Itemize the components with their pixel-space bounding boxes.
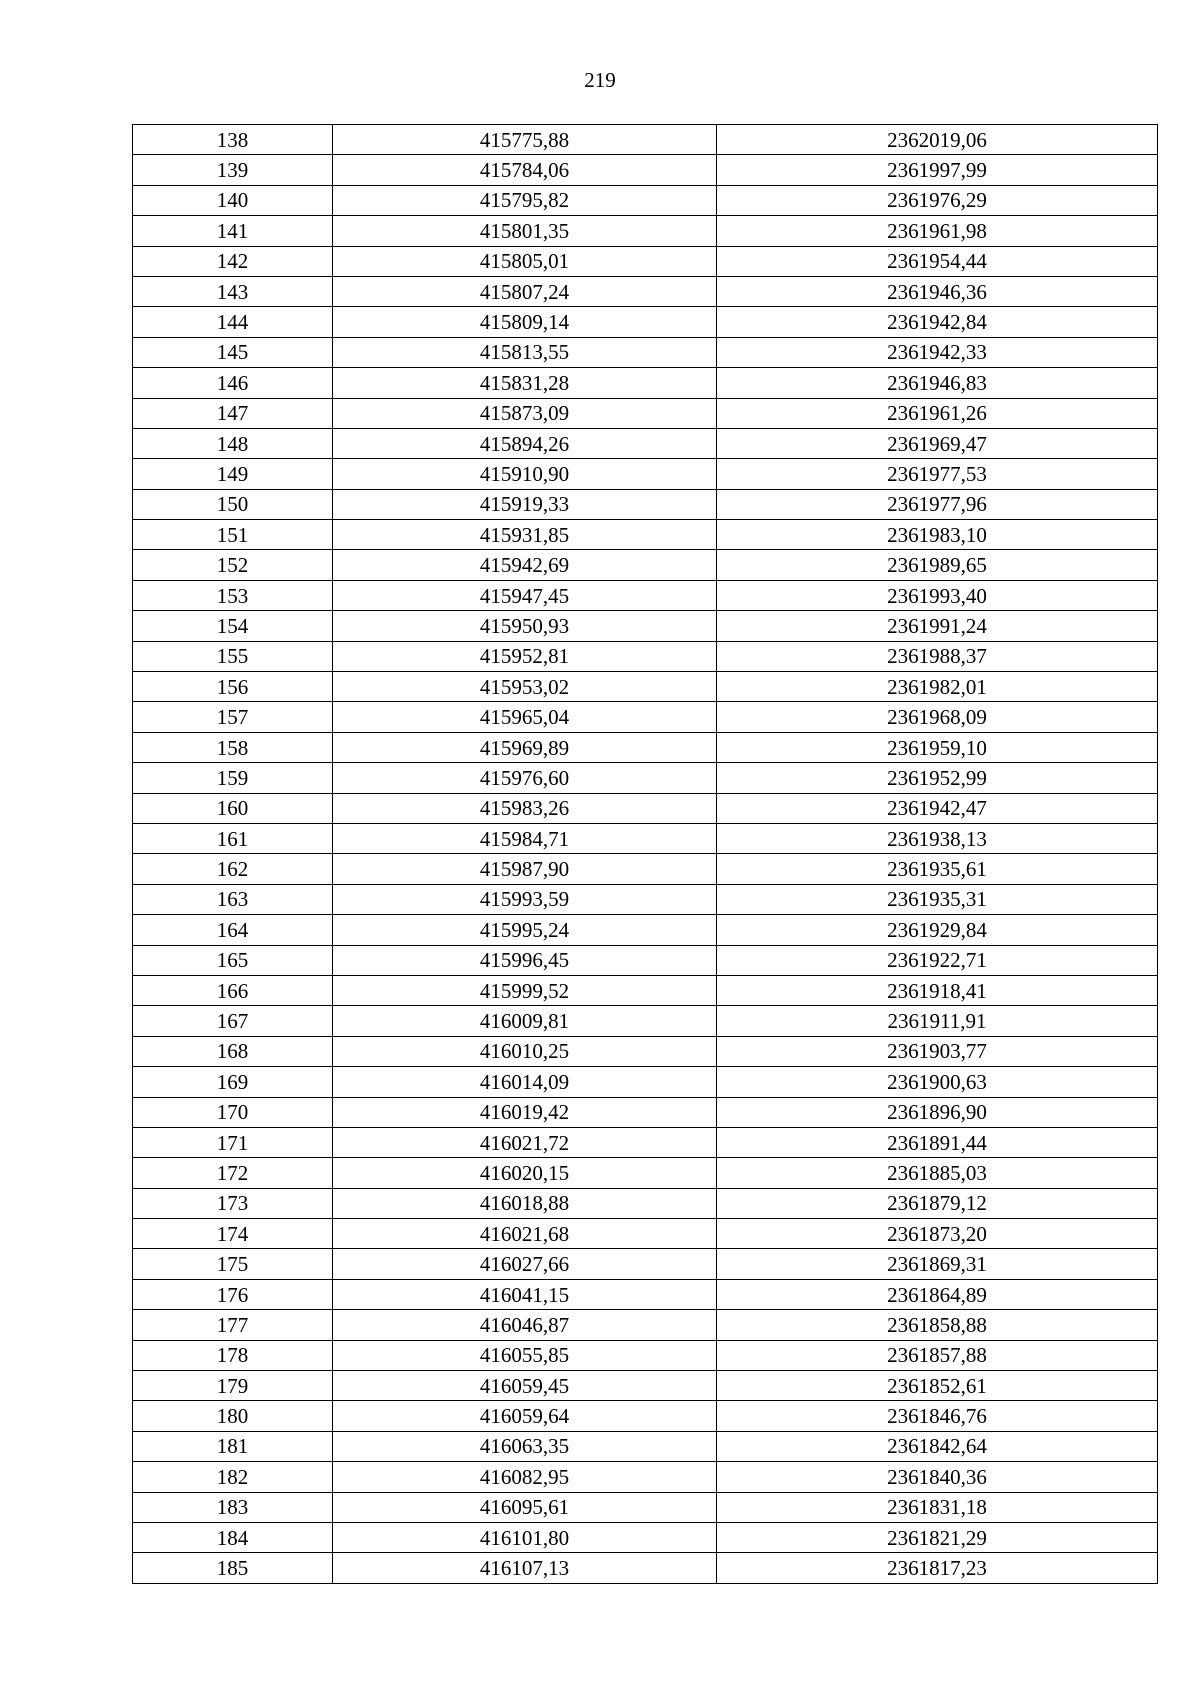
x-coordinate-cell: 415993,59 [333,884,717,914]
point-number-cell: 165 [133,945,333,975]
y-coordinate-cell: 2361891,44 [717,1127,1158,1157]
y-coordinate-cell: 2361911,91 [717,1006,1158,1036]
table-row [133,1036,1158,1066]
y-coordinate-cell: 2361900,63 [717,1067,1158,1097]
x-coordinate-cell: 416019,42 [333,1097,717,1127]
point-number-cell: 149 [133,459,333,489]
y-coordinate-cell: 2361896,90 [717,1097,1158,1127]
point-number-cell: 150 [133,489,333,519]
y-coordinate-cell: 2361885,03 [717,1158,1158,1188]
point-number-cell: 160 [133,793,333,823]
table-row [133,732,1158,762]
x-coordinate-cell: 416018,88 [333,1188,717,1218]
x-coordinate-cell: 416046,87 [333,1310,717,1340]
table-row [133,1431,1158,1461]
table-row [133,884,1158,914]
x-coordinate-cell: 416063,35 [333,1431,717,1461]
table-row [133,702,1158,732]
y-coordinate-cell: 2361983,10 [717,520,1158,550]
y-coordinate-cell: 2361922,71 [717,945,1158,975]
point-number-cell: 173 [133,1188,333,1218]
point-number-cell: 151 [133,520,333,550]
x-coordinate-cell: 416041,15 [333,1279,717,1309]
point-number-cell: 155 [133,641,333,671]
point-number-cell: 179 [133,1371,333,1401]
table-row [133,276,1158,306]
x-coordinate-cell: 415894,26 [333,428,717,458]
table-row [133,915,1158,945]
y-coordinate-cell: 2361857,88 [717,1340,1158,1370]
table-row [133,125,1158,155]
point-number-cell: 167 [133,1006,333,1036]
coordinates-table-body [133,125,1158,1584]
point-number-cell: 163 [133,884,333,914]
y-coordinate-cell: 2361821,29 [717,1522,1158,1552]
y-coordinate-cell: 2361938,13 [717,823,1158,853]
point-number-cell: 164 [133,915,333,945]
y-coordinate-cell: 2361976,29 [717,185,1158,215]
x-coordinate-cell: 415775,88 [333,125,717,155]
x-coordinate-cell: 416020,15 [333,1158,717,1188]
table-row [133,459,1158,489]
point-number-cell: 176 [133,1279,333,1309]
table-row [133,307,1158,337]
x-coordinate-cell: 415795,82 [333,185,717,215]
point-number-cell: 185 [133,1553,333,1583]
table-row [133,1127,1158,1157]
point-number-cell: 183 [133,1492,333,1522]
point-number-cell: 139 [133,155,333,185]
x-coordinate-cell: 415807,24 [333,276,717,306]
point-number-cell: 177 [133,1310,333,1340]
point-number-cell: 148 [133,428,333,458]
table-row [133,641,1158,671]
point-number-cell: 159 [133,763,333,793]
point-number-cell: 168 [133,1036,333,1066]
table-row [133,1219,1158,1249]
x-coordinate-cell: 415984,71 [333,823,717,853]
point-number-cell: 138 [133,125,333,155]
y-coordinate-cell: 2361946,83 [717,368,1158,398]
x-coordinate-cell: 415873,09 [333,398,717,428]
x-coordinate-cell: 415953,02 [333,672,717,702]
y-coordinate-cell: 2361993,40 [717,580,1158,610]
y-coordinate-cell: 2361989,65 [717,550,1158,580]
y-coordinate-cell: 2361977,96 [717,489,1158,519]
point-number-cell: 175 [133,1249,333,1279]
point-number-cell: 145 [133,337,333,367]
x-coordinate-cell: 415999,52 [333,975,717,1005]
x-coordinate-cell: 415950,93 [333,611,717,641]
table-row [133,1188,1158,1218]
y-coordinate-cell: 2361918,41 [717,975,1158,1005]
y-coordinate-cell: 2361929,84 [717,915,1158,945]
point-number-cell: 141 [133,216,333,246]
point-number-cell: 181 [133,1431,333,1461]
y-coordinate-cell: 2361817,23 [717,1553,1158,1583]
table-row [133,428,1158,458]
point-number-cell: 169 [133,1067,333,1097]
point-number-cell: 174 [133,1219,333,1249]
y-coordinate-cell: 2361840,36 [717,1462,1158,1492]
table-row [133,185,1158,215]
x-coordinate-cell: 416101,80 [333,1522,717,1552]
table-row [133,763,1158,793]
y-coordinate-cell: 2361982,01 [717,672,1158,702]
x-coordinate-cell: 416059,45 [333,1371,717,1401]
table-row [133,489,1158,519]
table-row [133,1340,1158,1370]
coordinates-table [132,124,1158,1584]
point-number-cell: 171 [133,1127,333,1157]
point-number-cell: 166 [133,975,333,1005]
x-coordinate-cell: 415784,06 [333,155,717,185]
x-coordinate-cell: 415947,45 [333,580,717,610]
point-number-cell: 184 [133,1522,333,1552]
y-coordinate-cell: 2361942,84 [717,307,1158,337]
x-coordinate-cell: 415942,69 [333,550,717,580]
table-row [133,155,1158,185]
y-coordinate-cell: 2361942,47 [717,793,1158,823]
y-coordinate-cell: 2361869,31 [717,1249,1158,1279]
x-coordinate-cell: 415987,90 [333,854,717,884]
x-coordinate-cell: 415801,35 [333,216,717,246]
table-row [133,398,1158,428]
point-number-cell: 158 [133,732,333,762]
y-coordinate-cell: 2361942,33 [717,337,1158,367]
table-row [133,672,1158,702]
y-coordinate-cell: 2361959,10 [717,732,1158,762]
point-number-cell: 161 [133,823,333,853]
y-coordinate-cell: 2361842,64 [717,1431,1158,1461]
y-coordinate-cell: 2362019,06 [717,125,1158,155]
x-coordinate-cell: 415931,85 [333,520,717,550]
y-coordinate-cell: 2361961,26 [717,398,1158,428]
y-coordinate-cell: 2361858,88 [717,1310,1158,1340]
x-coordinate-cell: 415952,81 [333,641,717,671]
x-coordinate-cell: 415976,60 [333,763,717,793]
x-coordinate-cell: 415809,14 [333,307,717,337]
point-number-cell: 146 [133,368,333,398]
x-coordinate-cell: 415995,24 [333,915,717,945]
table-row [133,1492,1158,1522]
y-coordinate-cell: 2361952,99 [717,763,1158,793]
y-coordinate-cell: 2361991,24 [717,611,1158,641]
point-number-cell: 182 [133,1462,333,1492]
x-coordinate-cell: 415910,90 [333,459,717,489]
table-row [133,1371,1158,1401]
x-coordinate-cell: 416055,85 [333,1340,717,1370]
x-coordinate-cell: 416027,66 [333,1249,717,1279]
x-coordinate-cell: 416010,25 [333,1036,717,1066]
point-number-cell: 157 [133,702,333,732]
point-number-cell: 154 [133,611,333,641]
table-row [133,1097,1158,1127]
y-coordinate-cell: 2361977,53 [717,459,1158,489]
point-number-cell: 143 [133,276,333,306]
x-coordinate-cell: 416014,09 [333,1067,717,1097]
y-coordinate-cell: 2361852,61 [717,1371,1158,1401]
y-coordinate-cell: 2361879,12 [717,1188,1158,1218]
table-row [133,1462,1158,1492]
x-coordinate-cell: 415813,55 [333,337,717,367]
table-row [133,975,1158,1005]
table-row [133,580,1158,610]
table-row [133,1401,1158,1431]
point-number-cell: 172 [133,1158,333,1188]
x-coordinate-cell: 415965,04 [333,702,717,732]
table-row [133,823,1158,853]
table-row [133,246,1158,276]
x-coordinate-cell: 416021,68 [333,1219,717,1249]
table-row [133,1067,1158,1097]
table-row [133,216,1158,246]
table-row [133,368,1158,398]
x-coordinate-cell: 415969,89 [333,732,717,762]
point-number-cell: 170 [133,1097,333,1127]
y-coordinate-cell: 2361968,09 [717,702,1158,732]
y-coordinate-cell: 2361988,37 [717,641,1158,671]
table-row [133,337,1158,367]
y-coordinate-cell: 2361935,61 [717,854,1158,884]
table-row [133,1158,1158,1188]
x-coordinate-cell: 415919,33 [333,489,717,519]
point-number-cell: 180 [133,1401,333,1431]
y-coordinate-cell: 2361954,44 [717,246,1158,276]
table-row [133,1310,1158,1340]
x-coordinate-cell: 415996,45 [333,945,717,975]
x-coordinate-cell: 416107,13 [333,1553,717,1583]
x-coordinate-cell: 416095,61 [333,1492,717,1522]
x-coordinate-cell: 416082,95 [333,1462,717,1492]
y-coordinate-cell: 2361846,76 [717,1401,1158,1431]
table-row [133,550,1158,580]
page-number: 219 [584,68,616,92]
table-row [133,1279,1158,1309]
point-number-cell: 178 [133,1340,333,1370]
table-row [133,1553,1158,1583]
point-number-cell: 147 [133,398,333,428]
point-number-cell: 144 [133,307,333,337]
y-coordinate-cell: 2361961,98 [717,216,1158,246]
x-coordinate-cell: 415983,26 [333,793,717,823]
point-number-cell: 156 [133,672,333,702]
table-row [133,1249,1158,1279]
x-coordinate-cell: 415831,28 [333,368,717,398]
table-row [133,793,1158,823]
point-number-cell: 153 [133,580,333,610]
y-coordinate-cell: 2361831,18 [717,1492,1158,1522]
y-coordinate-cell: 2361903,77 [717,1036,1158,1066]
y-coordinate-cell: 2361969,47 [717,428,1158,458]
table-row [133,520,1158,550]
table-row [133,611,1158,641]
table-row [133,1522,1158,1552]
x-coordinate-cell: 416021,72 [333,1127,717,1157]
table-row [133,854,1158,884]
y-coordinate-cell: 2361873,20 [717,1219,1158,1249]
point-number-cell: 152 [133,550,333,580]
x-coordinate-cell: 416009,81 [333,1006,717,1036]
x-coordinate-cell: 415805,01 [333,246,717,276]
table-row [133,1006,1158,1036]
x-coordinate-cell: 416059,64 [333,1401,717,1431]
y-coordinate-cell: 2361864,89 [717,1279,1158,1309]
point-number-cell: 142 [133,246,333,276]
point-number-cell: 140 [133,185,333,215]
y-coordinate-cell: 2361946,36 [717,276,1158,306]
table-row [133,945,1158,975]
point-number-cell: 162 [133,854,333,884]
y-coordinate-cell: 2361997,99 [717,155,1158,185]
y-coordinate-cell: 2361935,31 [717,884,1158,914]
